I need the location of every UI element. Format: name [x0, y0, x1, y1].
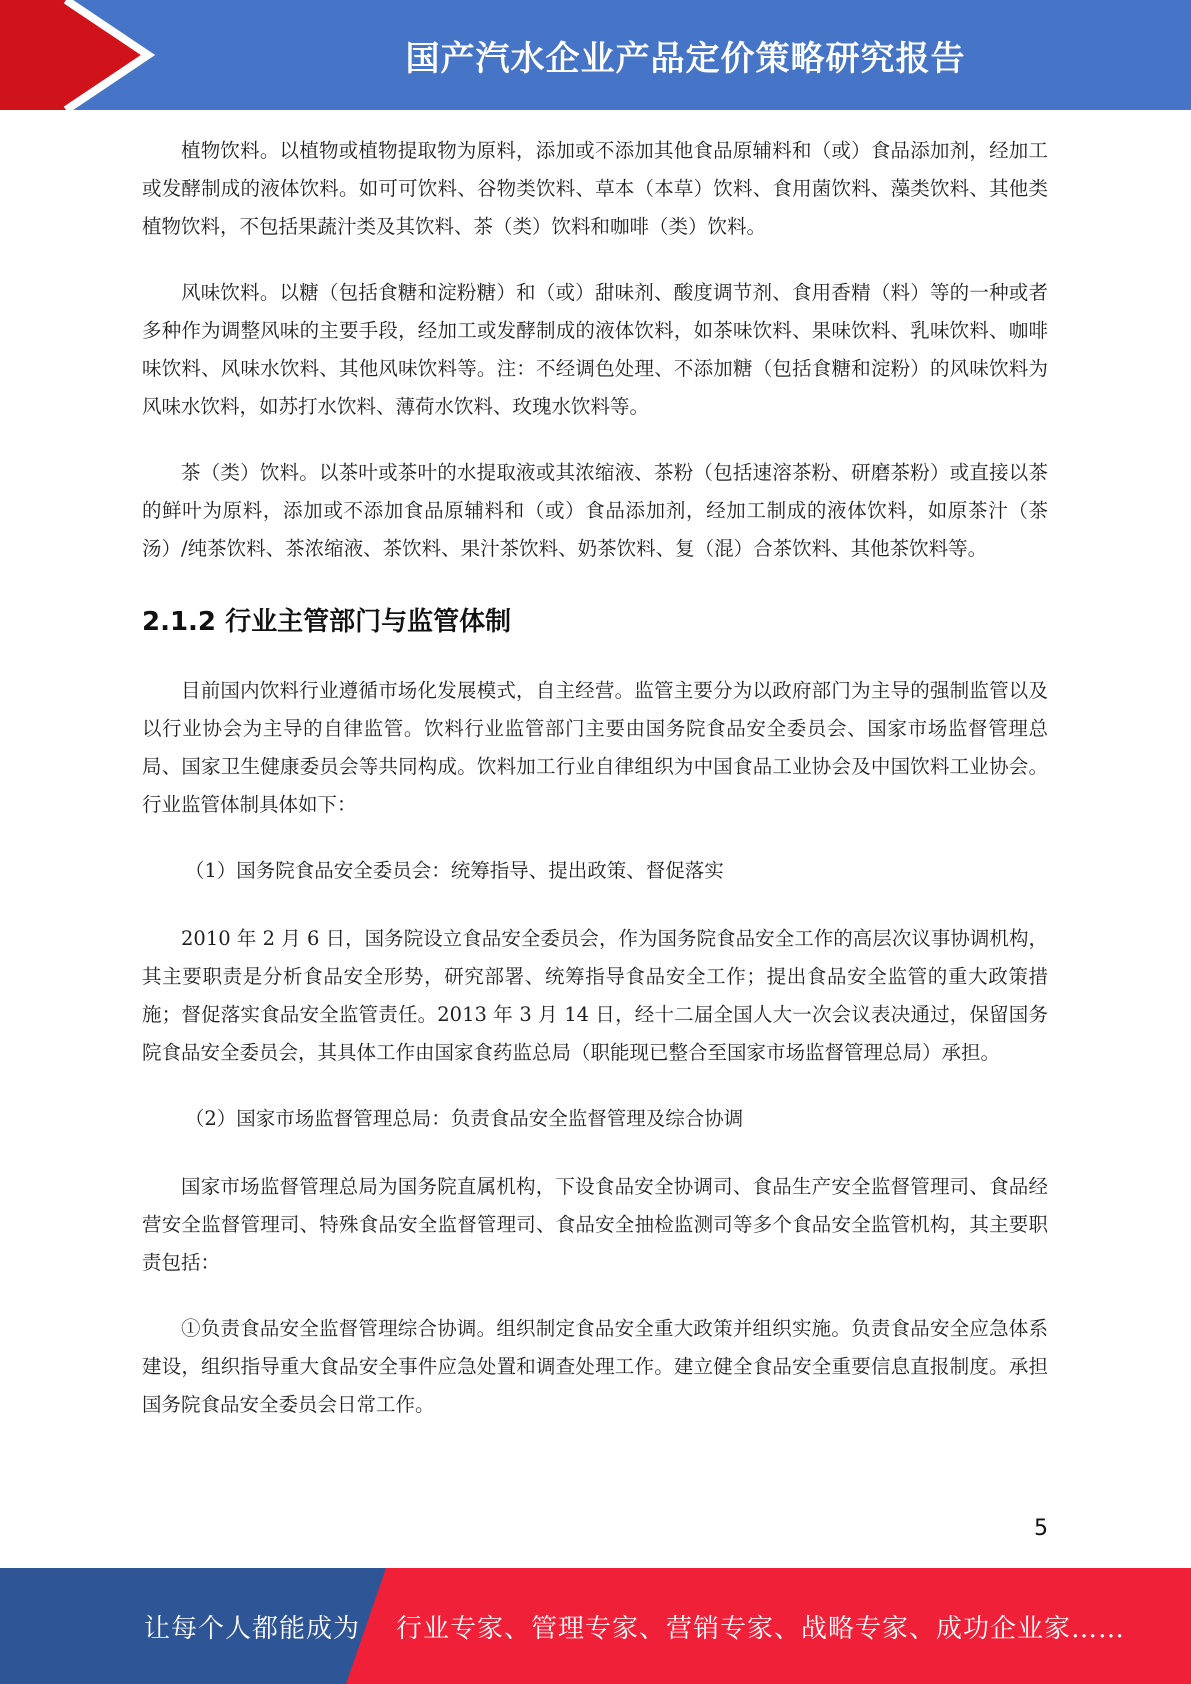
- header-red-chevron: [0, 0, 160, 110]
- paragraph-tea-beverage: 茶（类）饮料。以茶叶或茶叶的水提取液或其浓缩液、茶粉（包括速溶茶粉、研磨茶粉）或直接以茶的鲜叶为原料，添加或不添加食品原辅料和（或）食品添加剂，经加工制成的液体饮料，如原茶汁（茶汤）/纯茶饮料、茶浓缩液、茶饮料、果汁茶饮料、奶茶饮料、复（混）合茶饮料、其他茶饮料等。: [142, 461, 1048, 560]
- paragraph-duty-1: ①负责食品安全监督管理综合协调。组织制定食品安全重大政策并组织实施。负责食品安全应急体系建设，组织指导重大食品安全事件应急处置和调查处理工作。建立健全食品安全重要信息直报制度。承担国务院食品安全委员会日常工作。: [142, 1317, 1048, 1416]
- report-body: [142, 132, 1048, 1452]
- page-footer: [0, 1568, 1191, 1684]
- list-item-state-council: （1）国务院食品安全委员会：统筹指导、提出政策、督促落实: [184, 859, 724, 882]
- report-title: 国产汽水企业产品定价策略研究报告: [405, 38, 966, 79]
- page-number: 5: [1034, 1516, 1048, 1541]
- paragraph-plant-beverage: 植物饮料。以植物或植物提取物为原料，添加或不添加其他食品原辅料和（或）食品添加剂，经加工或发酵制成的液体饮料。如可可饮料、谷物类饮料、草本（本草）饮料、食用菌饮料、藻类饮料、其他类植物饮料，不包括果蔬汁类及其饮料、茶（类）饮料和咖啡（类）饮料。: [142, 139, 1048, 238]
- list-item-market-regulation: （2）国家市场监督管理总局：负责食品安全监督管理及综合协调: [184, 1107, 744, 1130]
- paragraph-flavored-beverage: 风味饮料。以糖（包括食糖和淀粉糖）和（或）甜味剂、酸度调节剂、食用香精（料）等的一种或者多种作为调整风味的主要手段，经加工或发酵制成的液体饮料，如茶味饮料、果味饮料、乳味饮料、咖啡味饮料、风味水饮料、其他风味饮料等。注：不经调色处理、不添加糖（包括食糖和淀粉）的风味饮料为风味水饮料，如苏打水饮料、薄荷水饮料、玫瑰水饮料等。: [142, 281, 1048, 418]
- paragraph-market-regulation: 国家市场监督管理总局为国务院直属机构，下设食品安全协调司、食品生产安全监督管理司、食品经营安全监督管理司、特殊食品安全监督管理司、食品安全抽检监测司等多个食品安全监管机构，其主要职责包括：: [142, 1175, 1048, 1274]
- footer-slogan-right: 行业专家、管理专家、营销专家、战略专家、成功企业家……: [396, 1613, 1126, 1644]
- page-header: [0, 0, 1191, 110]
- paragraph-state-council: 2010 年 2 月 6 日，国务院设立食品安全委员会，作为国务院食品安全工作的高层次议事协调机构，其主要职责是分析食品安全形势，研究部署、统筹指导食品安全工作；提出食品安全监管的重大政策措施；督促落实食品安全监管责任。2013 年 3 月 14 日，经十二届全国人大一次会议表决通过，保留国务院食品安全委员会，其具体工作由国家食药监总局（职能现已整合至国家市场监督管理总局）承担。: [142, 927, 1048, 1064]
- footer-slogan-left: 让每个人都能成为: [144, 1613, 361, 1644]
- paragraph-regulation-overview: 目前国内饮料行业遵循市场化发展模式，自主经营。监管主要分为以政府部门为主导的强制监管以及以行业协会为主导的自律监管。饮料行业监管部门主要由国务院食品安全委员会、国家市场监督管理总局、国家卫生健康委员会等共同构成。饮料加工行业自律组织为中国食品工业协会及中国饮料工业协会。行业监管体制具体如下：: [142, 679, 1048, 816]
- section-heading: 2.1.2 行业主管部门与监管体制: [142, 607, 512, 637]
